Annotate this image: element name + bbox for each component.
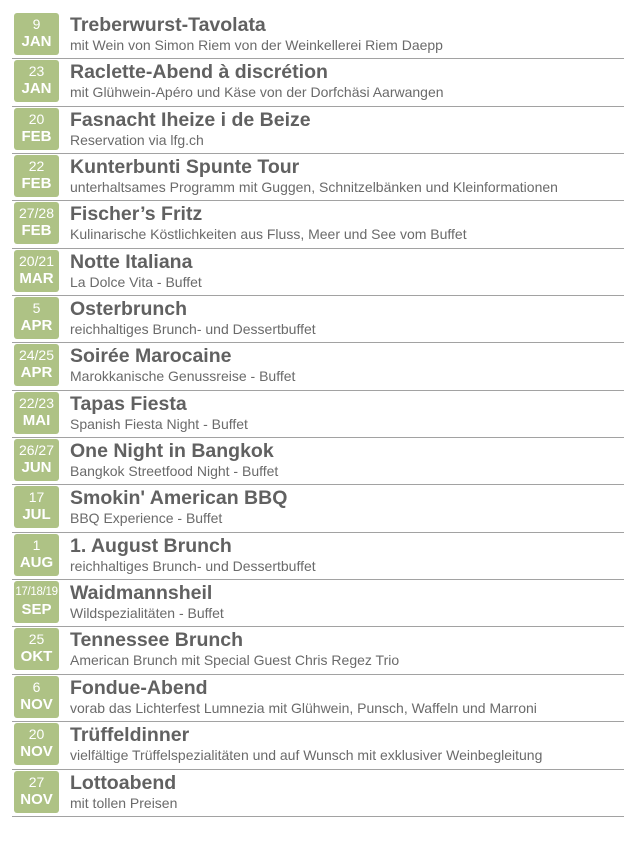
- event-day: 20: [28, 110, 45, 127]
- event-subtitle: Wildspezialitäten - Buffet: [70, 605, 224, 622]
- date-badge: [14, 486, 59, 528]
- event-day: 22/23: [18, 394, 55, 411]
- date-badge: [14, 628, 59, 670]
- event-title: Lottoabend: [70, 771, 177, 794]
- event-month: JUN: [21, 459, 52, 477]
- event-month: SEP: [21, 601, 52, 619]
- event-title: Fischer’s Fritz: [70, 203, 203, 226]
- event-subtitle: unterhaltsames Programm mit Guggen, Schnitzelbänken und Kleinformationen: [70, 179, 558, 196]
- event-month: FEB: [21, 222, 52, 240]
- event-month: NOV: [20, 743, 53, 761]
- event-row: [12, 770, 624, 817]
- event-month: OKT: [20, 648, 53, 666]
- date-badge: [14, 344, 59, 386]
- event-day: 24/25: [18, 347, 55, 364]
- event-subtitle: Spanish Fiesta Night - Buffet: [70, 415, 248, 432]
- event-row: [12, 201, 624, 248]
- event-month: NOV: [20, 695, 53, 713]
- event-month: MAR: [19, 269, 54, 287]
- event-day: 25: [28, 631, 45, 648]
- event-day: 26/27: [18, 442, 55, 459]
- date-badge: [14, 13, 59, 55]
- date-badge: [14, 60, 59, 102]
- event-title: Raclette-Abend à discrétion: [70, 61, 328, 84]
- event-row: [12, 722, 624, 769]
- event-title: One Night in Bangkok: [70, 440, 274, 463]
- date-badge: [14, 771, 59, 813]
- event-row: [12, 580, 624, 627]
- event-list: [12, 12, 624, 817]
- event-subtitle: Marokkanische Genussreise - Buffet: [70, 368, 296, 385]
- event-row: [12, 107, 624, 154]
- event-row: [12, 296, 624, 343]
- date-badge: [14, 581, 59, 623]
- event-month: APR: [20, 364, 53, 382]
- event-row: [12, 154, 624, 201]
- event-subtitle: La Dolce Vita - Buffet: [70, 273, 202, 290]
- date-badge: [14, 297, 59, 339]
- event-day: 20/21: [18, 252, 55, 269]
- event-title: Osterbrunch: [70, 298, 188, 321]
- event-subtitle: American Brunch mit Special Guest Chris Regez Trio: [70, 652, 400, 669]
- event-row: [12, 627, 624, 674]
- event-subtitle: reichhaltiges Brunch- und Dessertbuffet: [70, 557, 316, 574]
- event-month: FEB: [21, 175, 52, 193]
- event-day: 9: [32, 16, 41, 32]
- event-day: 27/28: [18, 205, 55, 222]
- event-row: [12, 675, 624, 722]
- event-subtitle: vielfältige Trüffelspezialitäten und auf Wunsch mit exklusiver Weinbegleitung: [70, 747, 543, 764]
- event-title: Kunterbunti Spunte Tour: [70, 156, 300, 179]
- event-row: [12, 438, 624, 485]
- date-badge: [14, 250, 59, 292]
- date-badge: [14, 392, 59, 434]
- event-subtitle: Reservation via lfg.ch: [70, 131, 204, 148]
- date-badge: [14, 676, 59, 718]
- event-title: Notte Italiana: [70, 250, 193, 273]
- event-month: MAI: [22, 411, 51, 429]
- event-month: AUG: [19, 553, 54, 571]
- date-badge: [14, 723, 59, 765]
- date-badge: [14, 108, 59, 150]
- event-title: Tennessee Brunch: [70, 629, 244, 652]
- event-title: Soirée Marocaine: [70, 345, 232, 368]
- event-title: Fasnacht Iheize i de Beize: [70, 108, 311, 131]
- event-subtitle: Kulinarische Köstlichkeiten aus Fluss, Meer und See vom Buffet: [70, 226, 467, 243]
- date-badge: [14, 155, 59, 197]
- event-day: 27: [28, 773, 45, 790]
- event-row: [12, 12, 624, 59]
- event-title: Waidmannsheil: [70, 582, 213, 605]
- event-subtitle: BBQ Experience - Buffet: [70, 510, 223, 527]
- event-month: NOV: [20, 790, 53, 808]
- event-day: 23: [28, 63, 45, 80]
- event-title: Trüffeldinner: [70, 724, 190, 747]
- event-day: 6: [32, 678, 41, 695]
- event-month: JAN: [21, 33, 52, 50]
- event-title: 1. August Brunch: [70, 534, 232, 557]
- event-month: APR: [20, 317, 53, 335]
- date-badge: [14, 534, 59, 576]
- event-row: [12, 343, 624, 390]
- event-row: [12, 533, 624, 580]
- event-day: 1: [32, 536, 41, 553]
- event-day: 17/18/19: [15, 586, 58, 599]
- event-title: Tapas Fiesta: [70, 392, 187, 415]
- event-row: [12, 485, 624, 532]
- event-subtitle: mit Wein von Simon Riem von der Weinkellerei Riem Daepp: [70, 37, 443, 53]
- event-row: [12, 249, 624, 296]
- event-day: 20: [28, 726, 45, 743]
- event-subtitle: vorab das Lichterfest Lumnezia mit Glühwein, Punsch, Waffeln und Marroni: [70, 699, 537, 716]
- event-subtitle: mit tollen Preisen: [70, 794, 178, 811]
- event-title: Treberwurst-Tavolata: [70, 14, 266, 36]
- event-month: JAN: [21, 80, 52, 98]
- event-row: [12, 59, 624, 106]
- event-subtitle: Bangkok Streetfood Night - Buffet: [70, 463, 279, 480]
- event-row: [12, 391, 624, 438]
- event-title: Fondue-Abend: [70, 676, 208, 699]
- event-day: 22: [28, 158, 45, 175]
- event-title: Smokin' American BBQ: [70, 487, 288, 510]
- event-day: 5: [32, 300, 41, 317]
- date-badge: [14, 439, 59, 481]
- event-subtitle: reichhaltiges Brunch- und Dessertbuffet: [70, 321, 316, 338]
- event-month: FEB: [21, 127, 52, 145]
- event-day: 17: [28, 489, 45, 506]
- event-subtitle: mit Glühwein-Apéro und Käse von der Dorfchäsi Aarwangen: [70, 84, 444, 101]
- event-month: JUL: [22, 506, 51, 524]
- date-badge: [14, 202, 59, 244]
